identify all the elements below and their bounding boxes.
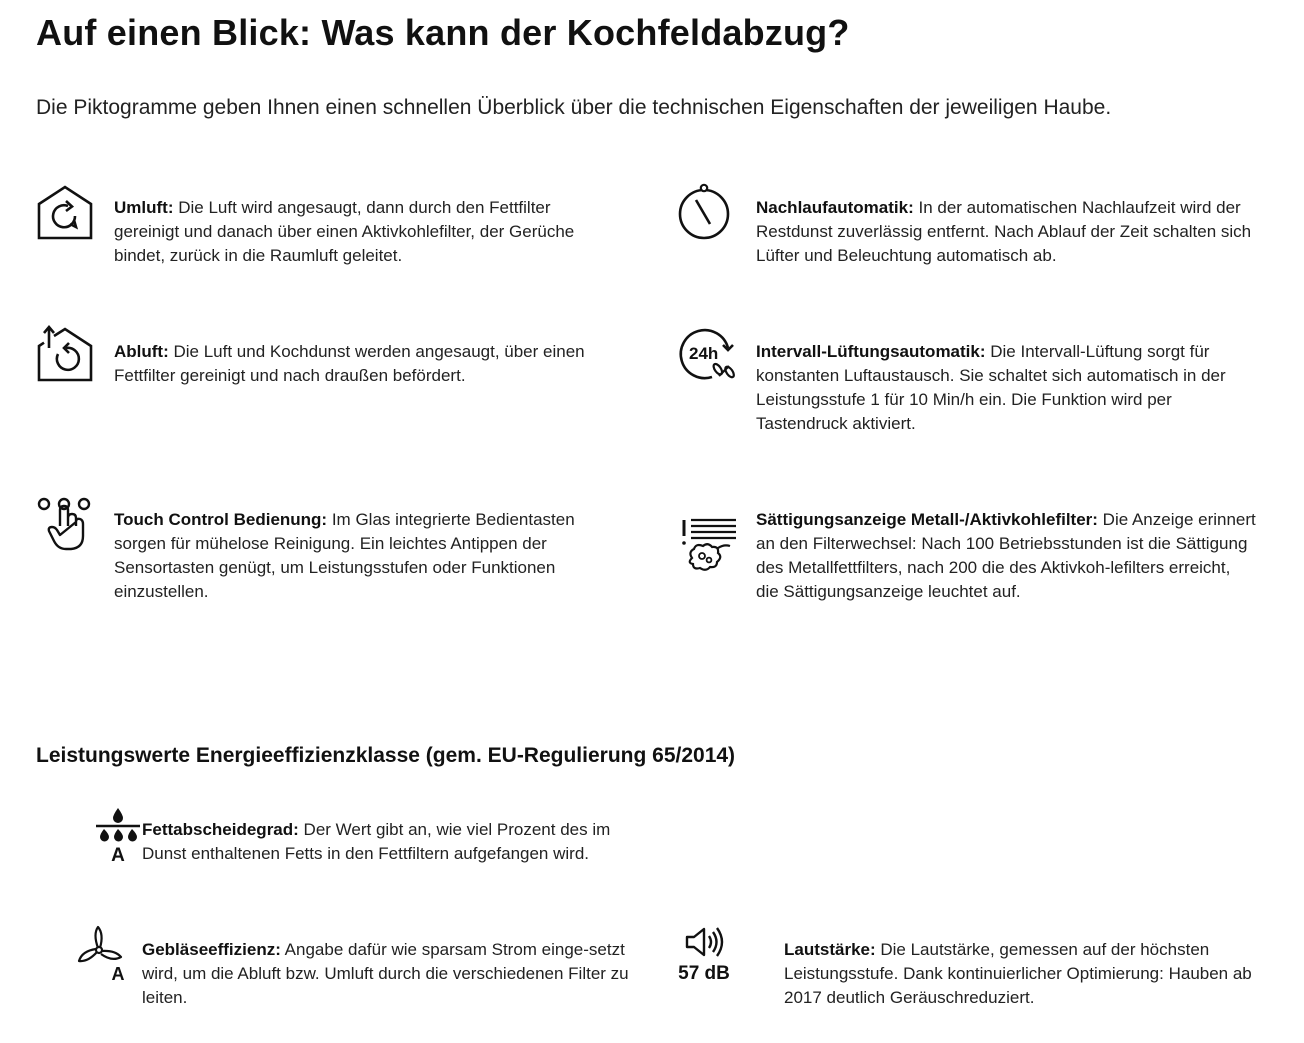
house-exhaust-icon — [36, 326, 94, 384]
feature-description: Die Luft wird angesaugt, dann durch den Fettfilter gereinigt und danach über einen Aktivkohlefilter, der Gerüche bindet, zurück in die Raumluft geleitet. — [114, 198, 575, 265]
feature-term: Intervall-Lüftungsautomatik: — [756, 342, 986, 361]
feature-nachlaufautomatik — [678, 184, 1278, 274]
efficiency-description: Der Wert gibt an, wie viel Prozent des im Dunst enthaltenen Fetts in den Fettfiltern aufgefangen wird. — [142, 820, 611, 863]
feature-description: Die Luft und Kochdunst werden angesaugt, über einen Fettfilter gereinigt und nach draußen befördert. — [114, 342, 585, 385]
filter-saturation-icon — [678, 518, 738, 576]
efficiency-text — [784, 938, 1274, 1010]
interval-24h-icon — [678, 328, 738, 384]
page-title: Auf einen Blick: Was kann der Kochfeldabzug? — [36, 12, 850, 53]
touch-control-icon — [36, 496, 92, 552]
timer-icon — [678, 184, 732, 240]
efficiency-section-title: Leistungswerte Energieeffizienzklasse (gem. EU-Regulierung 65/2014) — [36, 744, 736, 767]
feature-description: Die Intervall-Lüftung sorgt für konstanten Luftaustausch. Sie schaltet sich automatisch in der Leistungsstufe 1 für 10 Min/h ein. Die Funktion wird per Tastendruck aktiviert. — [756, 342, 1226, 433]
efficiency-term: Gebläseeffizienz: — [142, 940, 281, 959]
feature-text — [756, 508, 1256, 604]
efficiency-text — [142, 938, 642, 1010]
feature-description: In der automatischen Nachlaufzeit wird der Restdunst zuverlässig entfernt. Nach Ablauf der Zeit schalten sich Lüfter und Beleuchtung automatisch ab. — [756, 198, 1252, 265]
efficiency-description: Angabe dafür wie sparsam Strom einge-setzt wird, um die Abluft bzw. Umluft durch die verschiedenen Filter zu leiten. — [142, 940, 629, 1007]
icon-label: 57 dB — [678, 963, 730, 984]
grease-separation-icon — [96, 806, 140, 864]
feature-term: Touch Control Bedienung: — [114, 510, 328, 529]
fan-efficiency-icon — [76, 924, 132, 984]
feature-text — [114, 196, 614, 268]
feature-abluft — [36, 326, 636, 416]
feature-description: Die Anzeige erinnert an den Filterwechsel: Nach 100 Betriebsstunden ist die Sättigung des Metallfettfilters, nach 200 die des Aktivkoh-lefilters erreicht, die Sättigungsanzeige leuchtet auf. — [756, 510, 1256, 601]
feature-text — [114, 508, 614, 604]
icon-label: 24h — [689, 344, 719, 363]
icon-label: A — [111, 845, 125, 866]
feature-term: Abluft: — [114, 342, 169, 361]
feature-text — [756, 196, 1256, 268]
house-recirculation-icon — [36, 184, 94, 242]
icon-label: A — [111, 964, 125, 984]
feature-text — [756, 340, 1256, 436]
page-subtitle: Die Piktogramme geben Ihnen einen schnellen Überblick über die technischen Eigenschaften der jeweiligen Haube. — [36, 96, 1112, 119]
efficiency-text — [142, 818, 642, 866]
feature-term: Nachlaufautomatik: — [756, 198, 914, 217]
efficiency-term: Lautstärke: — [784, 940, 876, 959]
efficiency-fettabscheidegrad — [96, 806, 696, 876]
efficiency-description: Die Lautstärke, gemessen auf der höchsten Leistungsstufe. Dank kontinuierlicher Optimierung: Hauben ab 2017 deutlich Geräuschreduziert. — [784, 940, 1252, 1007]
feature-term: Sättigungsanzeige Metall-/Aktivkohlefilter: — [756, 510, 1098, 529]
feature-description: Im Glas integrierte Bedientasten sorgen für mühelose Reinigung. Ein leichtes Antippen der Sensortasten genügt, um Leistungsstufen oder Funktionen einzustellen. — [114, 510, 575, 601]
feature-saettigungsanzeige — [678, 496, 1278, 616]
feature-touch-control — [36, 496, 636, 616]
feature-text — [114, 340, 614, 388]
efficiency-term: Fettabscheidegrad: — [142, 820, 299, 839]
speaker-icon — [678, 924, 734, 984]
feature-umluft — [36, 184, 636, 274]
feature-intervall — [678, 328, 1278, 448]
feature-term: Umluft: — [114, 198, 174, 217]
efficiency-geblaeseeffizienz — [76, 924, 676, 1024]
efficiency-lautstaerke — [678, 924, 1298, 1024]
